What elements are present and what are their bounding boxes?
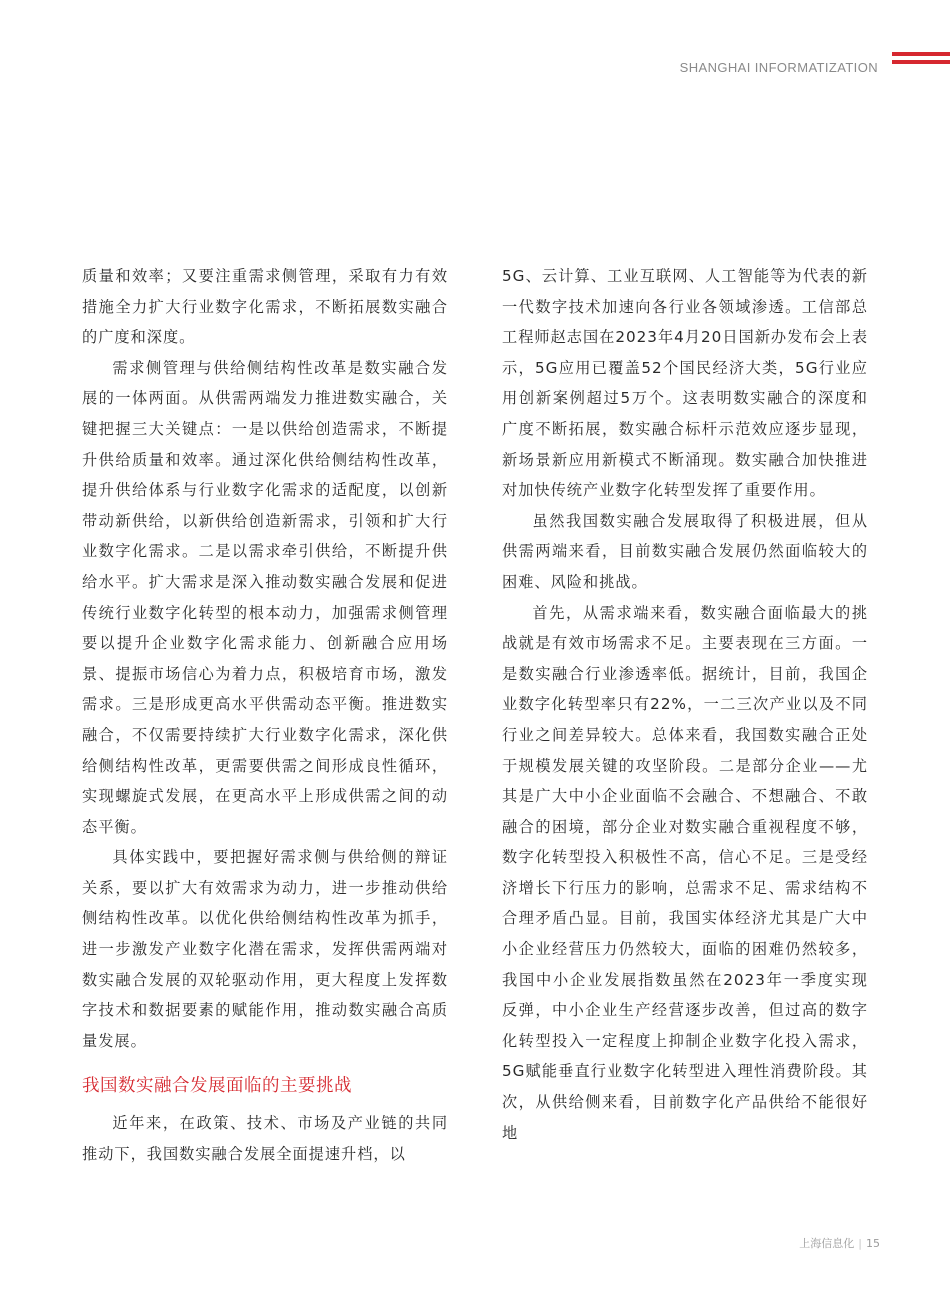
paragraph: 质量和效率；又要注重需求侧管理，采取有力有效措施全力扩大行业数字化需求，不断拓展数实融合的广度和深度。 [82, 267, 448, 347]
right-column [502, 261, 868, 1148]
header-accent-bars [892, 52, 950, 68]
accent-bar [892, 52, 950, 56]
paragraph: 具体实践中，要把握好需求侧与供给侧的辩证关系，要以扩大有效需求为动力，进一步推动供给侧结构性改革。以优化供给侧结构性改革为抓手，进一步激发产业数字化潜在需求，发挥供需两端对数实融合发展的双轮驱动作用，更大程度上发挥数字技术和数据要素的赋能作用，推动数实融合高质量发展。 [82, 848, 448, 1050]
magazine-title: SHANGHAI INFORMATIZATION [679, 60, 878, 75]
accent-bar [892, 60, 950, 64]
paragraph: 5G、云计算、工业互联网、人工智能等为代表的新一代数字技术加速向各行业各领域渗透。工信部总工程师赵志国在2023年4月20日国新办发布会上表示，5G应用已覆盖52个国民经济大类，5G行业应用创新案例超过5万个。这表明数实融合的深度和广度不断拓展，数实融合标杆示范效应逐步显现，新场景新应用新模式不断涌现。数实融合加快推进对加快传统产业数字化转型发挥了重要作用。 [502, 267, 869, 500]
paragraph: 近年来，在政策、技术、市场及产业链的共同推动下，我国数实融合发展全面提速升档，以 [82, 1114, 448, 1164]
publication-name: 上海信息化 [799, 1237, 855, 1250]
paragraph: 需求侧管理与供给侧结构性改革是数实融合发展的一体两面。从供需两端发力推进数实融合，关键把握三大关键点：一是以供给创造需求，不断提升供给质量和效率。通过深化供给侧结构性改革，提升供给体系与行业数字化需求的适配度，以创新带动新供给，以新供给创造新需求，引领和扩大行业数字化需求。二是以需求牵引供给，不断提升供给水平。扩大需求是深入推动数实融合发展和促进传统行业数字化转型的根本动力，加强需求侧管理要以提升企业数字化需求能力、创新融合应用场景、提振市场信心为着力点，积极培育市场，激发需求。三是形成更高水平供需动态平衡。推进数实融合，不仅需要持续扩大行业数字化需求，深化供给侧结构性改革，更需要供需之间形成良性循环，实现螺旋式发展，在更高水平上形成供需之间的动态平衡。 [82, 358, 448, 836]
paragraph: 虽然我国数实融合发展取得了积极进展，但从供需两端来看，目前数实融合发展仍然面临较大的困难、风险和挑战。 [502, 511, 868, 591]
page-number: 15 [866, 1237, 880, 1250]
left-column [82, 261, 448, 1170]
section-heading: 我国数实融合发展面临的主要挑战 [82, 1076, 352, 1097]
paragraph: 首先，从需求端来看，数实融合面临最大的挑战就是有效市场需求不足。主要表现在三方面。一是数实融合行业渗透率低。据统计，目前，我国企业数字化转型率只有22%，一二三次产业以及不同行业之间差异较大。总体来看，我国数实融合正处于规模发展关键的攻坚阶段。二是部分企业——尤其是广大中小企业面临不会融合、不想融合、不敢融合的困境，部分企业对数实融合重视程度不够，数字化转型投入积极性不高，信心不足。三是受经济增长下行压力的影响，总需求不足、需求结构不合理矛盾凸显。目前，我国实体经济尤其是广大中小企业经营压力仍然较大，面临的困难仍然较多，我国中小企业发展指数虽然在2023年一季度实现反弹，中小企业生产经营逐步改善，但过高的数字化转型投入一定程度上抑制企业数字化投入需求，5G赋能垂直行业数字化转型进入理性消费阶段。其次，从供给侧来看，目前数字化产品供给不能很好地 [502, 603, 868, 1142]
footer-separator: | [858, 1237, 862, 1250]
page-footer [799, 1235, 880, 1251]
